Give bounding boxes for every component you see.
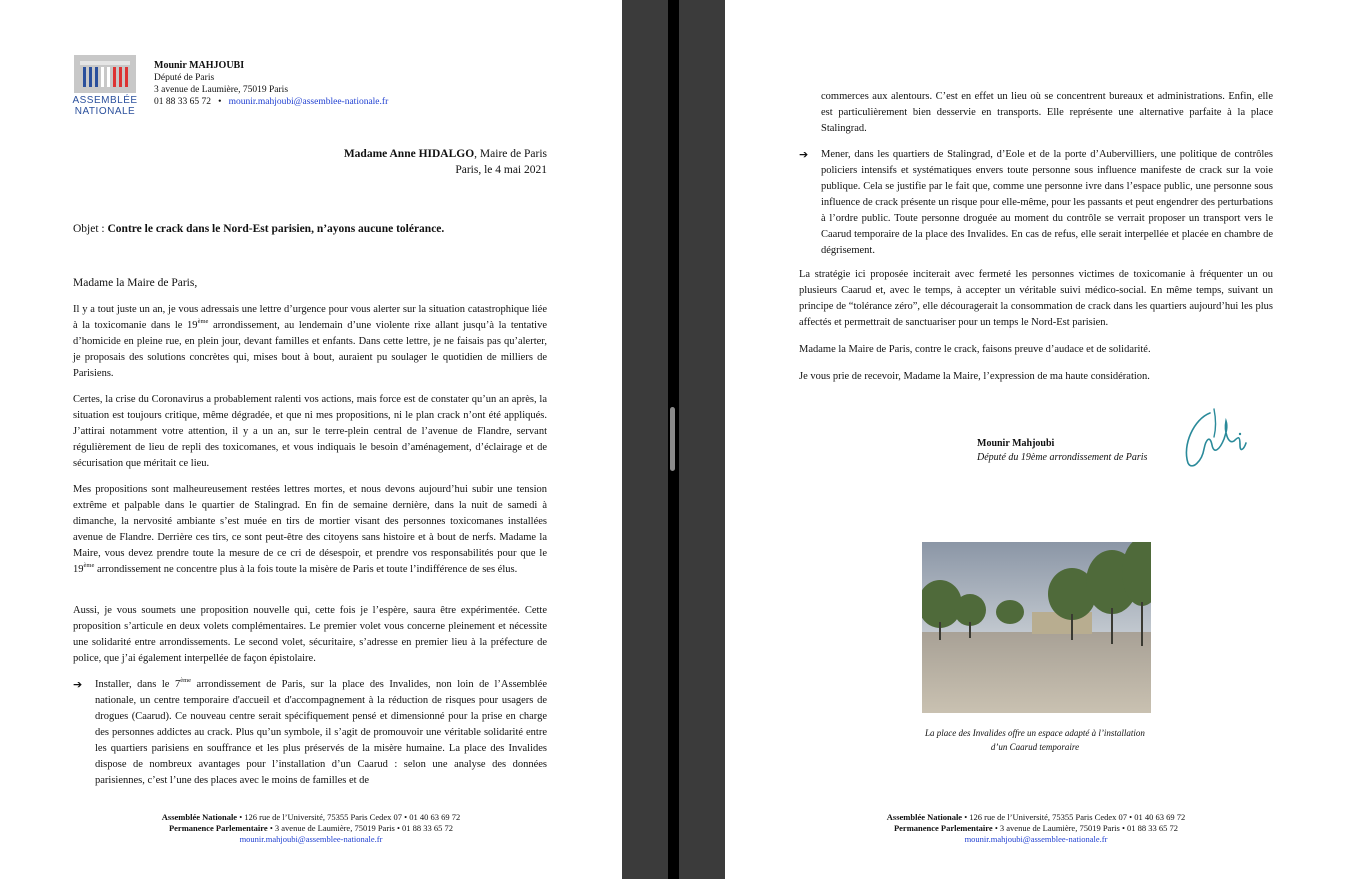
bullet-item-1: ➔ Installer, dans le 7ème arrondissement de Paris, sur la place des Invalides, non loin de l’Assemblée nationale, un centre temporaire d'accueil et d'accompagnement à la réduction de risques pour usagers de drogues (Caarud). Ce nouveau centre serait spécifiquement pensé et dimensionné pour la prise en charge des personnes addictes au crack. Plus qu’un symbole, il s’agit de promouvoir une véritable solidarité entre les quartiers parisiens en souffrance et les plus préservés de la misère humaine. La place des Invalides dispose de nombreux avantages pour l’installation d’un Caarud : selon une analyse des données parisiennes, c’est l’une des places avec le moins de familles et de [73, 677, 547, 786]
signature-block [977, 437, 1147, 465]
bullet-item-2: ➔ Mener, dans les quartiers de Stalingrad, d’Eole et de la porte d’Aubervilliers, une politique de contrôles policiers intensifs et systématiques envers toute personne sous influence manifeste de crack sur la voie publique. Cela se justifie par le fait que, comme une personne ivre dans l’espace public, une personne sous influence de crack présente un risque pour elle-même, pour les passants et peut engendrer des perturbations à l’ordre public. Toute personne droguée au moment du contrôle se verrait proposer un transport vers le Caarud temporaire de la place des Invalides. En cas de refus, elle serait interpellée et placée en chambre de dégrisement. [799, 148, 1273, 256]
page-1-footer: Assemblée Nationale • 126 rue de l’Université, 75355 Paris Cedex 07 • 01 40 63 69 72 Permanence Parlementaire • 3 avenue de Laumière, 75019 Paris • 01 88 33 65 72 mounir.mahjoubi@assemblee-nationale.fr [0, 812, 622, 845]
sender-block [154, 60, 388, 108]
document-page-1 [0, 0, 622, 879]
signatory-title: Député du 19ème arrondissement de Paris [977, 452, 1148, 463]
photo-caption: La place des Invalides offre un espace adapté à l’installation d’un Caarud temporaire [925, 728, 1145, 752]
paragraph-3: Mes propositions sont malheureusement restées lettres mortes, et nous devons aujourd’hui subir une tension extrême et palpable dans le quartier de Stalingrad. En fin de semaine dernière, dans la nuit de samedi à dimanche, la nervosité ambiante s’est muée en tirs de mortier visant des personnes toxicomanes installées avenue de Flandre. Derrière ces tirs, ce sont peut-être des citoyens sans histoire et à bout de nerfs. Madame la Maire, vous devez prendre toute la mesure de ce cri de désespoir, et prendre vos responsabilités pour que le 19ème arrondissement ne concentre plus à la fois toute la misère de Paris et toute l’indifférence de ses élus. [73, 484, 547, 575]
recipient-role: , Maire de Paris [474, 148, 547, 160]
sender-email-link[interactable]: mounir.mahjoubi@assemblee-nationale.fr [228, 97, 389, 107]
sender-name: Mounir MAHJOUBI [154, 60, 245, 71]
logo-building-icon [74, 55, 136, 93]
paragraph-2: Certes, la crise du Coronavirus a probablement ralenti vos actions, mais force est de constater qu’un an après, la situation est toujours critique, même dégradée, et que ni mes propositions, ni le plan crack n’ont été appliqués. J’attirai notamment votre attention, il y a un an, sur le terre-plein central de l’avenue de Flandre, servant régulièrement de lieu de repli des toxicomanes, et vous indiquais le besoin d’aménagement, d’éclairage et de sécurisation que méritait ce lieu. [73, 394, 547, 469]
bullet-item-1-continued: commerces aux alentours. C’est en effet un lieu où se concentrent bureaux et administrations. Enfin, elle est particulièrement bien desservie en transports. Elle représente une alternative parfaite à la place Stalingrad. [821, 91, 1273, 134]
salutation: Madame la Maire de Paris, [73, 277, 198, 289]
place-des-invalides-photo [922, 542, 1151, 713]
assemblee-nationale-logo [72, 55, 138, 117]
signatory-name: Mounir Mahjoubi [977, 438, 1055, 449]
page-gutter-left [622, 0, 668, 879]
document-page-2 [725, 0, 1348, 879]
sender-address: 3 avenue de Laumière, 75019 Paris [154, 85, 289, 95]
letter-date: Paris, le 4 mai 2021 [455, 164, 547, 176]
recipient-block [344, 146, 547, 178]
footer-email-link[interactable]: mounir.mahjoubi@assemblee-nationale.fr [964, 834, 1108, 844]
footer-email-link[interactable]: mounir.mahjoubi@assemblee-nationale.fr [239, 834, 383, 844]
paragraph-7: Je vous prie de recevoir, Madame la Maire, l’expression de ma haute considération. [799, 371, 1150, 382]
subject-text: Contre le crack dans le Nord-Est parisien, n’ayons aucune tolérance. [107, 223, 445, 235]
handwritten-signature [1180, 405, 1250, 471]
paragraph-1: Il y a tout juste un an, je vous adressais une lettre d’urgence pour vous alerter sur la situation catastrophique liée à la toxicomanie dans le 19ème arrondissement, au lendemain d’une violente rixe allant jusqu’à la tentative d’homicide en pleine rue, en plein jour, devant familles et enfants. Dans cette lettre, je ne faisais pas qu’alerter, je proposais des solutions concrètes qui, mises bout à bout, auraient pu soulager le quotidien de milliers de Parisiens. [73, 304, 547, 379]
sender-phone: 01 88 33 65 72 [154, 97, 211, 107]
subject-line [73, 223, 444, 235]
paragraph-4: Aussi, je vous soumets une proposition nouvelle qui, cette fois je l’espère, saura être expérimentée. Cette proposition s’articule en deux volets complémentaires. Le premier volet vous concerne pleinement et nécessite une solidarité entre arrondissements. Le second volet, sécuritaire, s’adresse en premier lieu à la préfecture de police, que j’ai également interpellée de façon épistolaire. [73, 605, 547, 664]
scrollbar-thumb[interactable] [670, 407, 675, 471]
subject-label: Objet : [73, 223, 108, 235]
recipient-name: Madame Anne HIDALGO [343, 148, 475, 160]
page-2-footer: Assemblée Nationale • 126 rue de l’Université, 75355 Paris Cedex 07 • 01 40 63 69 72 Permanence Parlementaire • 3 avenue de Laumière, 75019 Paris • 01 88 33 65 72 mounir.mahjoubi@assemblee-nationale.fr [725, 812, 1347, 845]
separator-dot: • [218, 97, 222, 107]
sender-role: Député de Paris [154, 73, 215, 83]
arrow-right-icon: ➔ [73, 678, 83, 691]
paragraph-5: La stratégie ici proposée inciterait avec fermeté les personnes victimes de toxicomanie à fréquenter un ou plusieurs Caarud et, avec le temps, à accepter un véritable suivi médico-social. En même temps, suivant un principe de “tolérance zéro”, elle découragerait la consommation de crack dans les quartiers aujourd’hui les plus affectés et permettrait de sanctuariser pour un temps le Nord-Est parisien. [799, 269, 1273, 328]
logo-text: ASSEMBLÉE NATIONALE [72, 95, 138, 117]
paragraph-6: Madame la Maire de Paris, contre le crack, faisons preuve d’audace et de solidarité. [799, 344, 1151, 355]
arrow-right-icon: ➔ [799, 148, 809, 161]
page-gutter-right [679, 0, 725, 879]
